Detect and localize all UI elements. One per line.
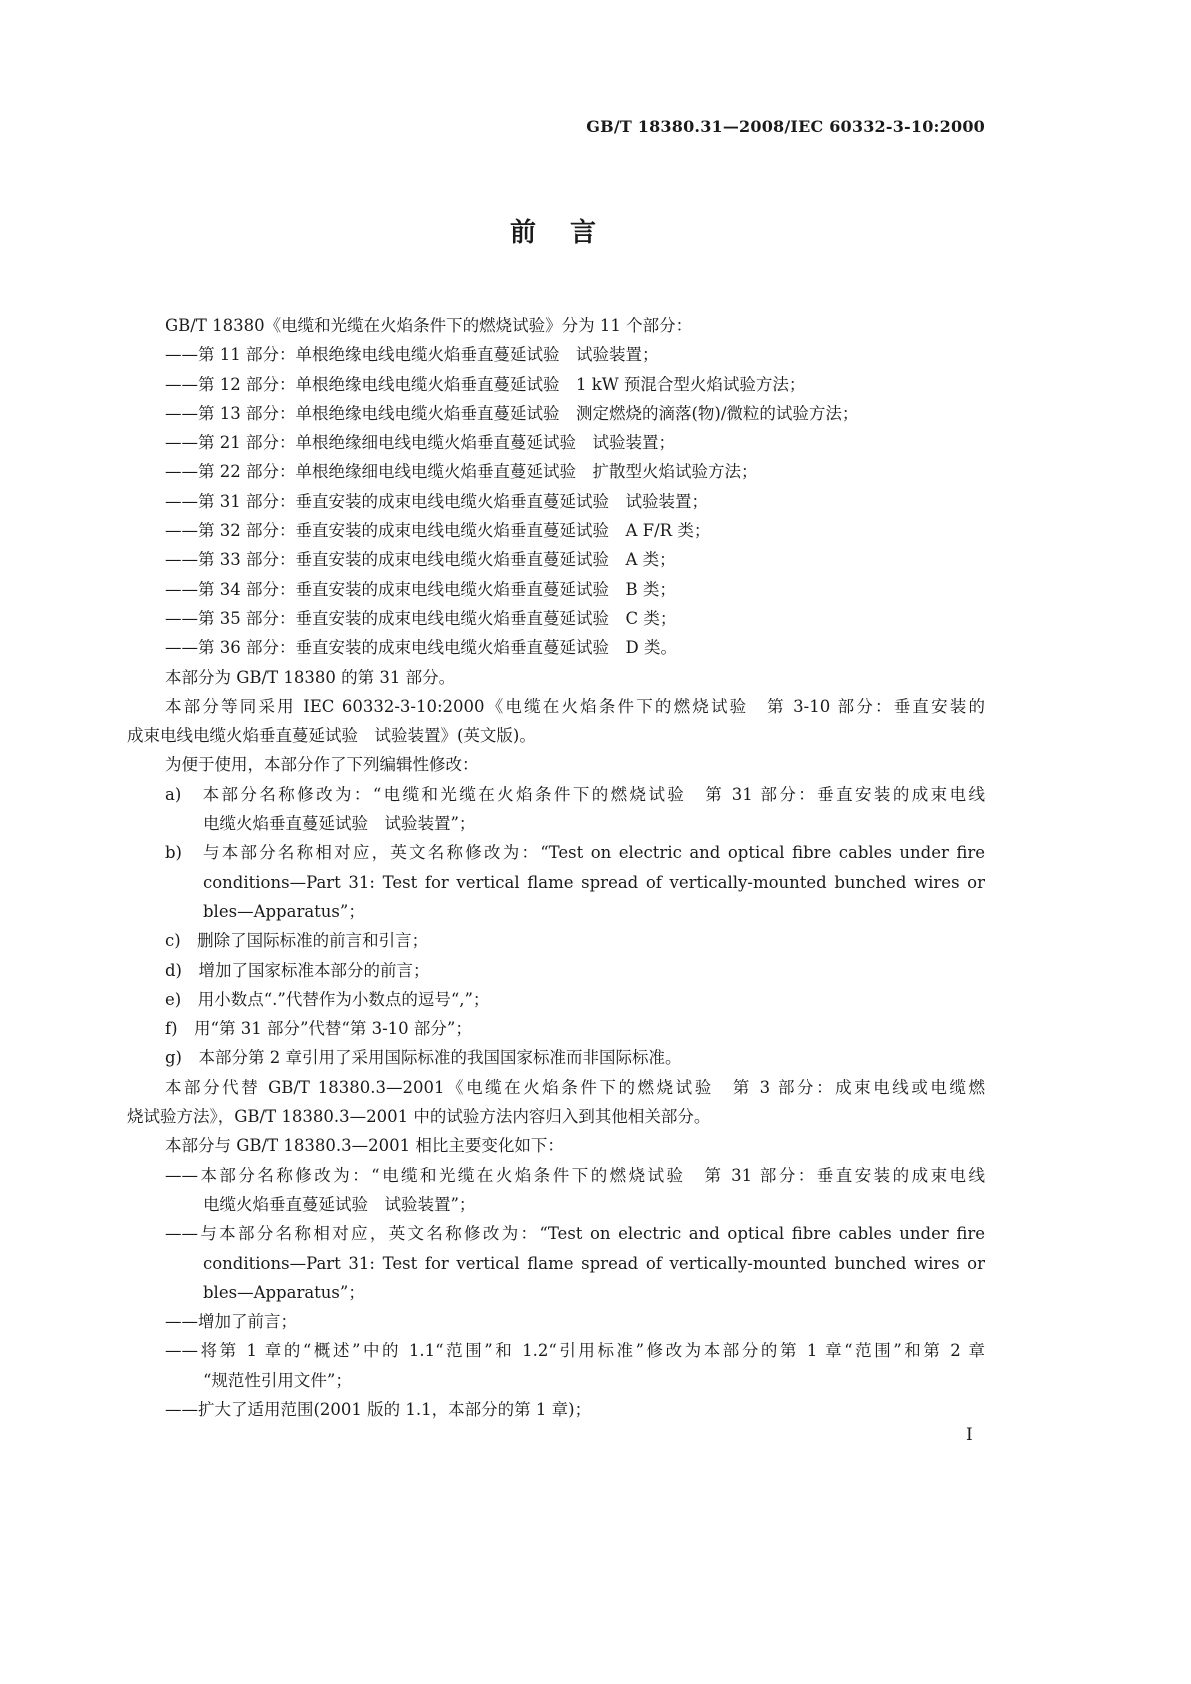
text-line: ——本部分名称修改为：“电缆和光缆在火焰条件下的燃烧试验 第 31 部分：垂直安装的成束电线 [165,1165,985,1185]
text-line: ——第 31 部分：垂直安装的成束电线电缆火焰垂直蔓延试验 试验装置； [165,491,708,511]
text-line: ——与本部分名称相对应，英文名称修改为：“Test on electric and optical fibre cables under fire [165,1224,985,1244]
standard-number-header: GB/T 18380.31—2008/IEC 60332-3-10:2000 [586,117,985,136]
text-line: f) 用“第 31 部分”代替“第 3-10 部分”； [165,1019,472,1039]
text-line: g) 本部分第 2 章引用了采用国际标准的我国国家标准而非国际标准。 [165,1048,682,1068]
text-line: ——第 35 部分：垂直安装的成束电线电缆火焰垂直蔓延试验 C 类； [165,608,677,628]
text-line: 为便于使用，本部分作了下列编辑性修改： [165,755,479,775]
title-char: 前 [509,218,536,248]
text-line: 本部分为 GB/T 18380 的第 31 部分。 [165,667,456,687]
text-line: ——第 13 部分：单根绝缘电线电缆火焰垂直蔓延试验 测定燃烧的滴落(物)/微粒的试验方法； [165,403,859,423]
text-line: e) 用小数点“.”代替作为小数点的逗号“,”； [165,989,490,1009]
text-line: c) 删除了国际标准的前言和引言； [165,931,429,951]
text-line: d) 增加了国家标准本部分的前言； [165,960,430,980]
text-line: ——扩大了适用范围(2001 版的 1.1，本部分的第 1 章)； [165,1399,592,1419]
text-line: ——第 21 部分：单根绝缘细电线电缆火焰垂直蔓延试验 试验装置； [165,433,675,453]
text-line: ——第 33 部分：垂直安装的成束电线电缆火焰垂直蔓延试验 A 类； [165,550,676,570]
text-line: ——增加了前言； [165,1312,297,1332]
text-line: ——第 36 部分：垂直安装的成束电线电缆火焰垂直蔓延试验 D 类。 [165,638,677,658]
text-line: 烧试验方法》，GB/T 18380.3—2001 中的试验方法内容归入到其他相关部分。 [127,1107,711,1127]
text-line: ——第 11 部分：单根绝缘电线电缆火焰垂直蔓延试验 试验装置； [165,345,659,365]
text-line: ——第 32 部分：垂直安装的成束电线电缆火焰垂直蔓延试验 A F/R 类； [165,521,711,541]
page-number: I [966,1425,973,1445]
text-line: 成束电线电缆火焰垂直蔓延试验 试验装置》(英文版)。 [127,726,536,746]
title-char: 言 [570,218,597,248]
text-line: bles—Apparatus”； [203,1282,365,1302]
text-line: ——第 12 部分：单根绝缘电线电缆火焰垂直蔓延试验 1 kW 预混合型火焰试验方法； [165,374,806,394]
text-line: b) 与本部分名称相对应，英文名称修改为：“Test on electric and optical fibre cables under fire [165,843,985,863]
page-title [0,212,1106,249]
text-line: 电缆火焰垂直蔓延试验 试验装置”； [203,1194,476,1214]
text-line: ——将第 1 章的“概述”中的 1.1“范围”和 1.2“引用标准”修改为本部分的第 1 章“范围”和第 2 章 [165,1341,985,1361]
text-line: 本部分等同采用 IEC 60332-3-10:2000《电缆在火焰条件下的燃烧试验 第 3-10 部分：垂直安装的 [165,696,985,716]
text-line: a) 本部分名称修改为：“电缆和光缆在火焰条件下的燃烧试验 第 31 部分：垂直安装的成束电线 [165,784,985,804]
text-line: “规范性引用文件”； [203,1370,352,1390]
text-line: GB/T 18380《电缆和光缆在火焰条件下的燃烧试验》分为 11 个部分： [165,316,693,335]
text-line: conditions—Part 31: Test for vertical flame spread of vertically-mounted bunched wires or [203,872,985,892]
text-line: 本部分代替 GB/T 18380.3—2001《电缆在火焰条件下的燃烧试验 第 3 部分：成束电线或电缆燃 [165,1077,985,1097]
text-line: ——第 22 部分：单根绝缘细电线电缆火焰垂直蔓延试验 扩散型火焰试验方法； [165,462,758,482]
text-line: bles—Apparatus”； [203,901,365,921]
foreword-body [127,311,985,1424]
text-line: ——第 34 部分：垂直安装的成束电线电缆火焰垂直蔓延试验 B 类； [165,579,676,599]
text-line: 本部分与 GB/T 18380.3—2001 相比主要变化如下： [165,1136,564,1156]
text-line: 电缆火焰垂直蔓延试验 试验装置”； [203,814,476,834]
text-line: conditions—Part 31: Test for vertical flame spread of vertically-mounted bunched wires or [203,1253,985,1273]
